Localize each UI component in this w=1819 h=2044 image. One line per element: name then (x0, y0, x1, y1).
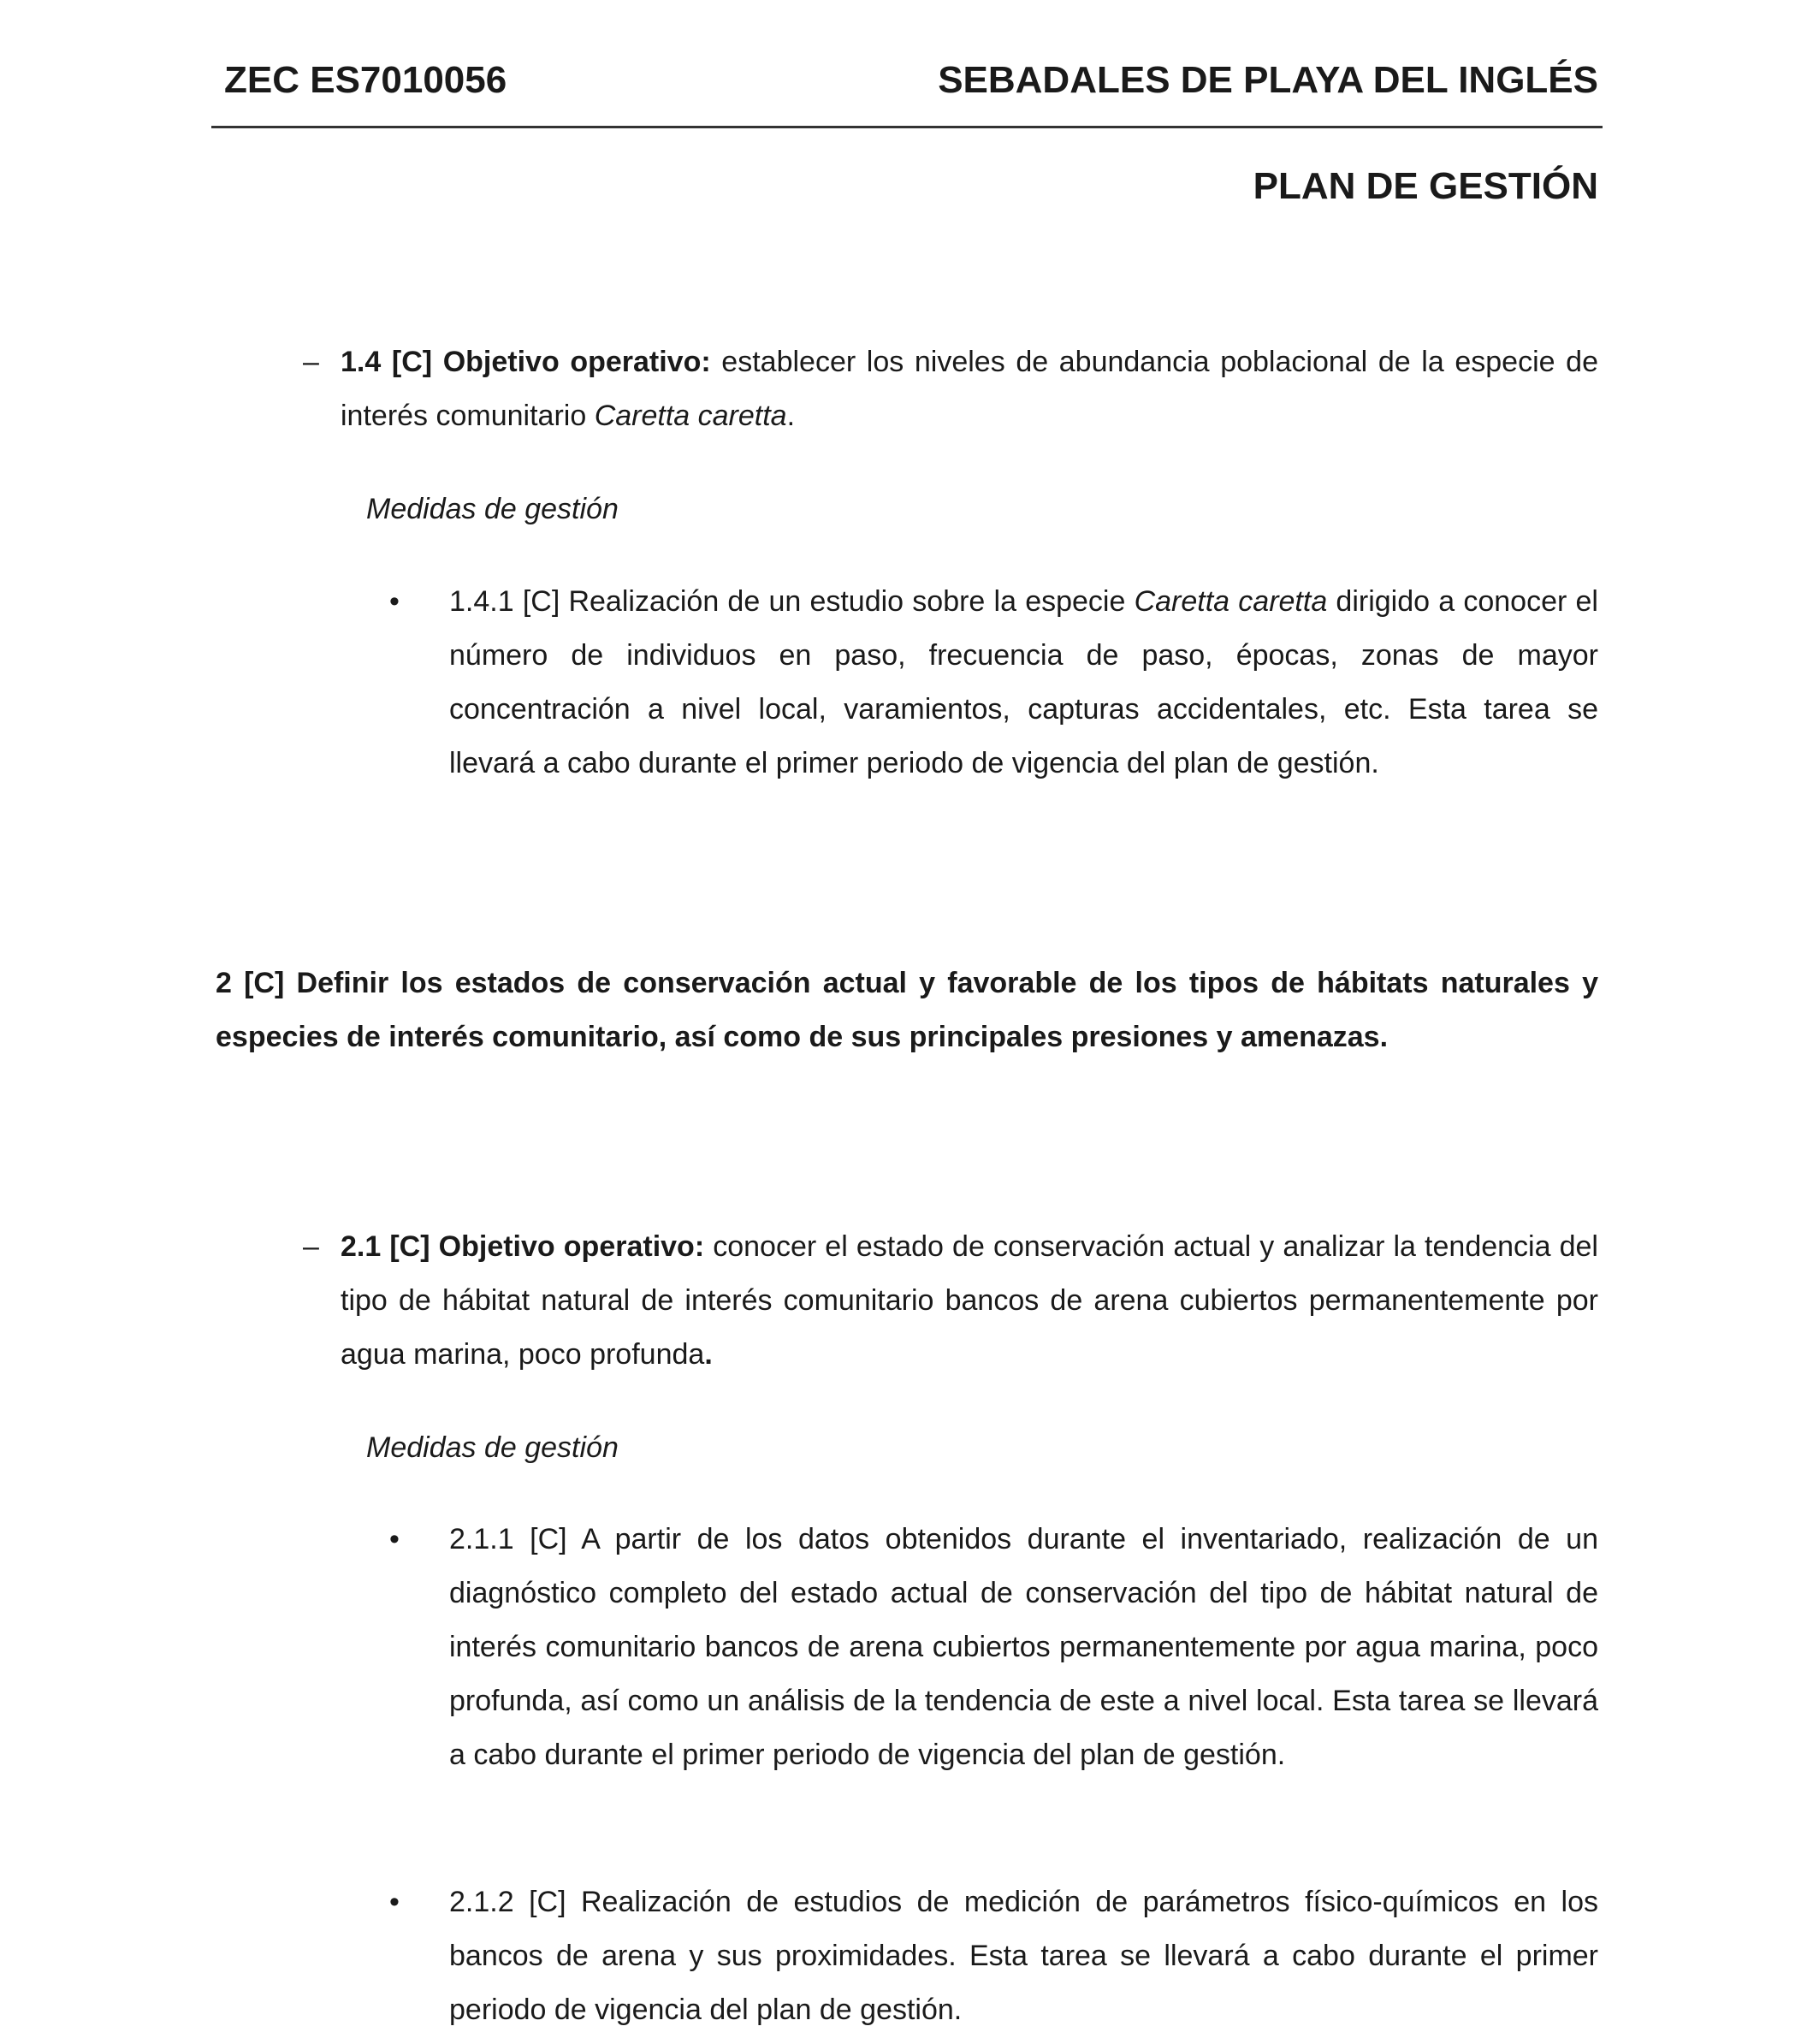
objective-text: conocer el estado de conservación actual y analizar la tendencia del tipo de hábitat natural de interés comunitario bancos de arena cubiertos permanentemente por agua marina, poco profunda (341, 1230, 1598, 1371)
bullet-marker: • (389, 1523, 400, 1555)
measure-text: 1.4.1 [C] Realización de un estudio sobre la especie (449, 585, 1135, 618)
dash-marker: – (303, 346, 319, 378)
objective-label: 2.1 [C] Objetivo operativo: (341, 1230, 705, 1263)
bullet-marker: • (389, 1886, 400, 1918)
measures-heading: Medidas de gestión (366, 1431, 619, 1464)
species-name: Caretta caretta (1134, 585, 1328, 618)
objective-label: 1.4 [C] Objetivo operativo: (341, 346, 711, 378)
bullet-marker: • (389, 585, 400, 618)
goal-2: 2 [C] Definir los estados de conservación actual y favorable de los tipos de hábitats naturales y especies de interés comunitario, así como de sus principales presiones y amenazas. (216, 967, 1598, 1053)
header-divider (211, 126, 1603, 128)
measure-text: 2.1.1 [C] A partir de los datos obtenidos durante el inventariado, realización de un diagnóstico completo del estado actual de conservación del tipo de hábitat natural de interés comunitario bancos de arena cubiertos permanentemente por agua marina, poco profunda, así como un análisis de la tendencia de este a nivel local. Esta tarea se llevará a cabo durante el primer periodo de vigencia del plan de gestión. (449, 1523, 1598, 1771)
measure-text: 2.1.2 [C] Realización de estudios de medición de parámetros físico-químicos en los bancos de arena y sus proximidades. Esta tarea se llevará a cabo durante el primer periodo de vigencia del plan de gestión. (449, 1886, 1598, 2026)
page-header (224, 53, 1598, 108)
measures-heading: Medidas de gestión (366, 493, 619, 525)
measure-1-4-1 (389, 575, 1598, 791)
plan-title: PLAN DE GESTIÓN (1253, 165, 1598, 207)
objective-1-4: – 1.4 [C] Objetivo operativo: establecer los niveles de abundancia poblacional de la especie de interés comunitario Caretta caretta. (341, 335, 1598, 443)
measure-text: dirigido a conocer el número de individuos en paso, frecuencia de paso, épocas, zonas de mayor concentración a nivel local, varamientos, capturas accidentales, etc. Esta tarea se llevará a cabo durante el primer periodo de vigencia del plan de gestión. (449, 585, 1598, 779)
measure-2-1-2 (389, 1875, 1598, 2037)
measure-2-1-1 (389, 1513, 1598, 1782)
objective-2-1: – 2.1 [C] Objetivo operativo: conocer el estado de conservación actual y analizar la tendencia del tipo de hábitat natural de interés comunitario bancos de arena cubiertos permanentemente por agua marina, poco profunda. (341, 1220, 1598, 1382)
species-name: Caretta caretta (594, 400, 787, 432)
site-name: SEBADALES DE PLAYA DEL INGLÉS (938, 59, 1598, 101)
dash-marker: – (303, 1230, 319, 1263)
objective-text: establecer los niveles de abundancia poblacional de la especie de interés comunitario (341, 346, 1598, 432)
site-code: ZEC ES7010056 (224, 59, 507, 101)
